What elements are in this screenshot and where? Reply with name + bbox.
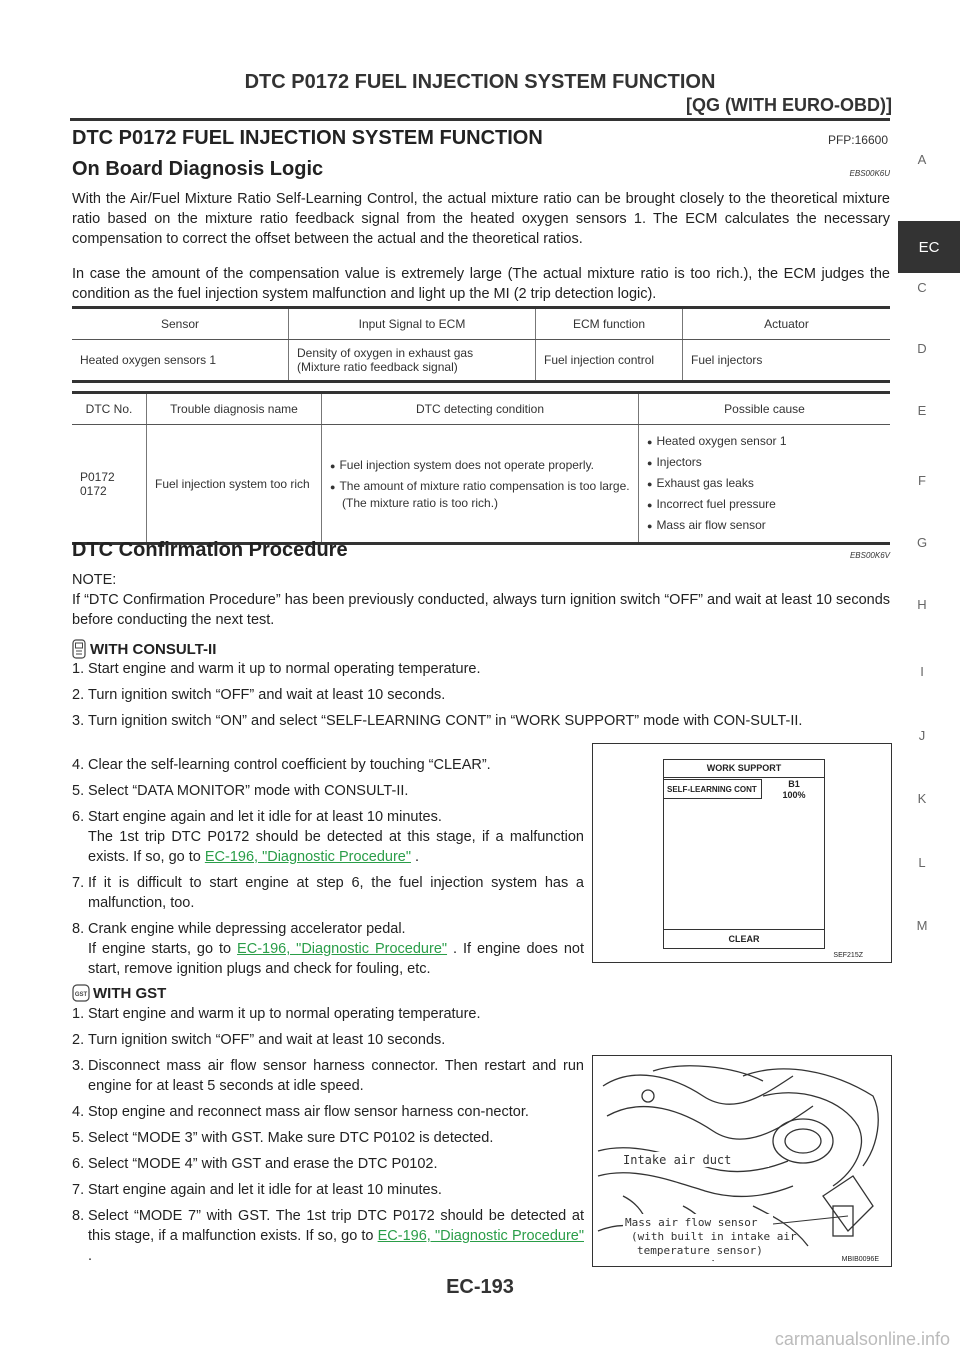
step-text: Start engine again and let it idle for at least 10 minutes. <box>88 1182 442 1198</box>
diagnostic-procedure-link[interactable]: EC-196, "Diagnostic Procedure" <box>204 849 412 865</box>
step-text: Turn ignition switch “OFF” and wait at least 10 seconds. <box>88 687 446 703</box>
consult-title: WITH CONSULT-II <box>90 641 217 658</box>
obd-logic-paragraph-1: With the Air/Fuel Mixture Ratio Self-Learning Control, the actual mixture ratio can be brought closely to the theoretical mixture ratio based on the mixture ratio feedback signal from the heated oxygen sensors 1. The ECM calculates the necessary compensation to correct the offset between the actual and the theoretical ratios. <box>72 191 890 247</box>
signal-table <box>72 306 890 383</box>
th-sensor: Sensor <box>72 308 289 340</box>
step-text: If it is difficult to start engine at step 6, the fuel injection system has a malfunction, too. <box>88 875 584 911</box>
section-index-l[interactable]: L <box>918 855 926 870</box>
cause-item: ● Mass air flow sensor <box>647 517 882 534</box>
gst-step <box>72 1180 584 1200</box>
watermark: carmanualsonline.info <box>774 1329 950 1349</box>
consult-step <box>72 781 584 801</box>
dtc-code-alt: 0172 <box>80 483 107 498</box>
step-number: 5. <box>72 1130 85 1146</box>
section-index-i[interactable]: I <box>920 664 924 679</box>
section-index-h[interactable]: H <box>917 597 927 612</box>
cause-item: ● Exhaust gas leaks <box>647 475 882 492</box>
step-number: 5. <box>72 783 85 799</box>
dtc-table-header <box>72 393 890 425</box>
section-index-e[interactable]: E <box>917 403 927 418</box>
step-number: 2. <box>72 687 85 703</box>
gst-steps-a <box>72 1004 890 1056</box>
td-detecting-condition <box>322 425 639 544</box>
th-actuator: Actuator <box>683 308 891 340</box>
step-text: Select “MODE 4” with GST and erase the DTC P0102. <box>88 1156 438 1172</box>
running-header-title: DTC P0172 FUEL INJECTION SYSTEM FUNCTION <box>244 71 716 93</box>
step-text: . <box>411 849 420 865</box>
consult-heading <box>72 639 216 659</box>
running-header-subtitle: [QG (WITH EURO-OBD)] <box>686 95 892 115</box>
consult-steps-a <box>72 659 890 737</box>
section-index-g[interactable]: G <box>916 535 928 550</box>
section-index-m[interactable]: M <box>916 918 928 933</box>
step-text: Start engine and warm it up to normal operating temperature. <box>88 1006 481 1022</box>
th-possible-cause: Possible cause <box>639 393 891 425</box>
step-number: 3. <box>72 1058 85 1074</box>
section-index-ec-active[interactable]: EC <box>898 221 960 273</box>
mafs-label-line3: temperature sensor) <box>637 1244 763 1257</box>
step-number: 6. <box>72 1156 85 1172</box>
section-index-j[interactable]: J <box>918 728 926 743</box>
b1-value <box>766 779 822 801</box>
gst-icon <box>72 984 90 1002</box>
signal-table-header <box>72 308 890 340</box>
step-text: Turn ignition switch “OFF” and wait at least 10 seconds. <box>88 1032 446 1048</box>
step-text: . If engine does not start, remove ignition plugs and check for fouling, etc. <box>88 941 584 977</box>
consult-step <box>72 755 584 775</box>
input-line-2: (Mixture ratio feedback signal) <box>297 360 458 374</box>
consult-step <box>72 919 584 979</box>
consult-step <box>72 711 890 731</box>
condition-text: The amount of mixture ratio compensation is too large. <box>339 478 630 493</box>
step-number: 8. <box>72 921 85 937</box>
gst-step <box>72 1056 584 1096</box>
section-index-k[interactable]: K <box>917 791 927 806</box>
step-text: Crank engine while depressing accelerator pedal. <box>88 921 406 937</box>
obd-logic-code: EBS00K6U <box>849 169 890 178</box>
consult-steps-b <box>72 755 584 985</box>
gst-step <box>72 1128 584 1148</box>
work-support-figure <box>592 743 892 963</box>
step-text: Select “DATA MONITOR” mode with CONSULT-II. <box>88 783 409 799</box>
consult-step <box>72 685 890 705</box>
input-line-1: Density of oxygen in exhaust gas <box>297 346 474 360</box>
obd-logic-heading: On Board Diagnosis Logic <box>72 158 324 180</box>
step-number: 2. <box>72 1032 85 1048</box>
dtc-table-row <box>72 425 890 544</box>
confirmation-code: EBS00K6V <box>849 551 890 560</box>
gst-icon-text: GST <box>74 992 88 998</box>
section-index-a[interactable]: A <box>917 152 927 167</box>
self-learning-cont-item: SELF-LEARNING CONT <box>664 779 762 799</box>
consult-device-icon <box>72 639 86 659</box>
obd-logic-paragraph-2: In case the amount of the compensation value is extremely large (The actual mixture ratio is too rich.), the ECM judges the condition as the fuel injection system malfunction and light up the MI (2 trip detection logic). <box>72 266 890 302</box>
screen-header: WORK SUPPORT <box>664 760 824 778</box>
td-actuator: Fuel injectors <box>683 340 891 382</box>
cause-item: ● Incorrect fuel pressure <box>647 496 882 513</box>
step-text: If engine starts, go to <box>88 941 232 957</box>
note-block <box>72 570 890 630</box>
gst-title: WITH GST <box>93 985 167 1002</box>
step-number: 7. <box>72 875 85 891</box>
gst-step <box>72 1004 890 1024</box>
mafs-label-line2: (with built in intake air <box>631 1230 797 1243</box>
step-number: 1. <box>72 1006 85 1022</box>
gst-steps-b <box>72 1056 584 1272</box>
td-dtc-no <box>72 425 147 544</box>
figure-code: MBIB0096E <box>841 1256 879 1263</box>
dtc-table <box>72 391 890 545</box>
diagnostic-procedure-link[interactable]: EC-196, "Diagnostic Procedure" <box>237 941 448 957</box>
intake-air-duct-label: Intake air duct <box>623 1153 732 1167</box>
signal-table-row <box>72 340 890 382</box>
td-possible-cause <box>639 425 891 544</box>
step-text: Select “MODE 3” with GST. Make sure DTC P0102 is detected. <box>88 1130 494 1146</box>
cause-item: ● Heated oxygen sensor 1 <box>647 433 882 450</box>
condition-subtext: (The mixture ratio is too rich.) <box>342 495 499 510</box>
step-text: Select “MODE 7” with GST. The 1st trip DTC P0172 should be detected at this stage, if a malfunction exists. If so, go to <box>88 1208 584 1244</box>
td-input-signal <box>289 340 536 382</box>
step-number: 1. <box>72 661 85 677</box>
confirmation-heading: DTC Confirmation Procedure <box>72 539 348 561</box>
step-number: 3. <box>72 713 85 729</box>
gst-step <box>72 1154 584 1174</box>
section-title: DTC P0172 FUEL INJECTION SYSTEM FUNCTION <box>72 127 543 149</box>
engine-bay-illustration <box>593 1056 891 1266</box>
step-text: . <box>88 1248 93 1264</box>
section-index-d[interactable]: D <box>917 341 927 356</box>
clear-button[interactable]: CLEAR <box>664 929 824 948</box>
diagnostic-procedure-link[interactable]: EC-196, "Diagnostic Procedure" <box>377 1228 584 1244</box>
step-text: The 1st trip DTC P0172 should be detected at this stage, if a malfunction exists. If so, go to <box>88 829 584 865</box>
section-index-c[interactable]: C <box>917 280 927 295</box>
th-ecm-function: ECM function <box>536 308 683 340</box>
gst-step <box>72 1030 890 1050</box>
gst-step <box>72 1206 584 1266</box>
step-text: Disconnect mass air flow sensor harness connector. Then restart and run engine for at least 5 seconds at idle speed. <box>88 1058 584 1094</box>
consult-screen <box>663 759 825 949</box>
consult-step <box>72 659 890 679</box>
step-number: 4. <box>72 757 85 773</box>
th-detecting-condition: DTC detecting condition <box>322 393 639 425</box>
header-rule <box>70 118 890 121</box>
b1-label: B1 <box>788 779 800 789</box>
mafs-label-line1: Mass air flow sensor <box>625 1216 758 1229</box>
cause-item: ● Injectors <box>647 454 882 471</box>
step-text: Turn ignition switch “ON” and select “SELF-LEARNING CONT” in “WORK SUPPORT” mode with CON-SULT-II. <box>88 713 803 729</box>
th-trouble-name: Trouble diagnosis name <box>147 393 322 425</box>
step-text: Clear the self-learning control coefficient by touching “CLEAR”. <box>88 757 491 773</box>
consult-step <box>72 873 584 913</box>
consult-step <box>72 807 584 867</box>
page-number: EC-193 <box>446 1276 514 1298</box>
dtc-code: P0172 <box>80 469 115 484</box>
step-number: 4. <box>72 1104 85 1120</box>
figure-code: SEF215Z <box>833 952 863 959</box>
section-index-f[interactable]: F <box>918 473 926 488</box>
step-number: 6. <box>72 809 85 825</box>
step-number: 8. <box>72 1208 85 1224</box>
step-text: Start engine again and let it idle for at least 10 minutes. <box>88 809 442 825</box>
td-ecm-function: Fuel injection control <box>536 340 683 382</box>
condition-item: ● Fuel injection system does not operate properly. <box>330 457 630 474</box>
engine-bay-figure <box>592 1055 892 1267</box>
note-text: If “DTC Confirmation Procedure” has been previously conducted, always turn ignition switch “OFF” and wait at least 10 seconds before conducting the next test. <box>72 592 891 628</box>
td-trouble-name: Fuel injection system too rich <box>147 425 322 544</box>
gst-step <box>72 1102 584 1122</box>
pfp-code: PFP:16600 <box>827 133 888 147</box>
th-input-signal: Input Signal to ECM <box>289 308 536 340</box>
condition-item <box>330 478 630 511</box>
step-text: Start engine and warm it up to normal operating temperature. <box>88 661 481 677</box>
td-sensor: Heated oxygen sensors 1 <box>72 340 289 382</box>
step-number: 7. <box>72 1182 85 1198</box>
step-text: Stop engine and reconnect mass air flow sensor harness con-nector. <box>88 1104 529 1120</box>
th-dtc-no: DTC No. <box>72 393 147 425</box>
b1-percent: 100% <box>782 790 806 800</box>
note-label: NOTE: <box>72 572 117 588</box>
gst-heading <box>72 984 166 1002</box>
